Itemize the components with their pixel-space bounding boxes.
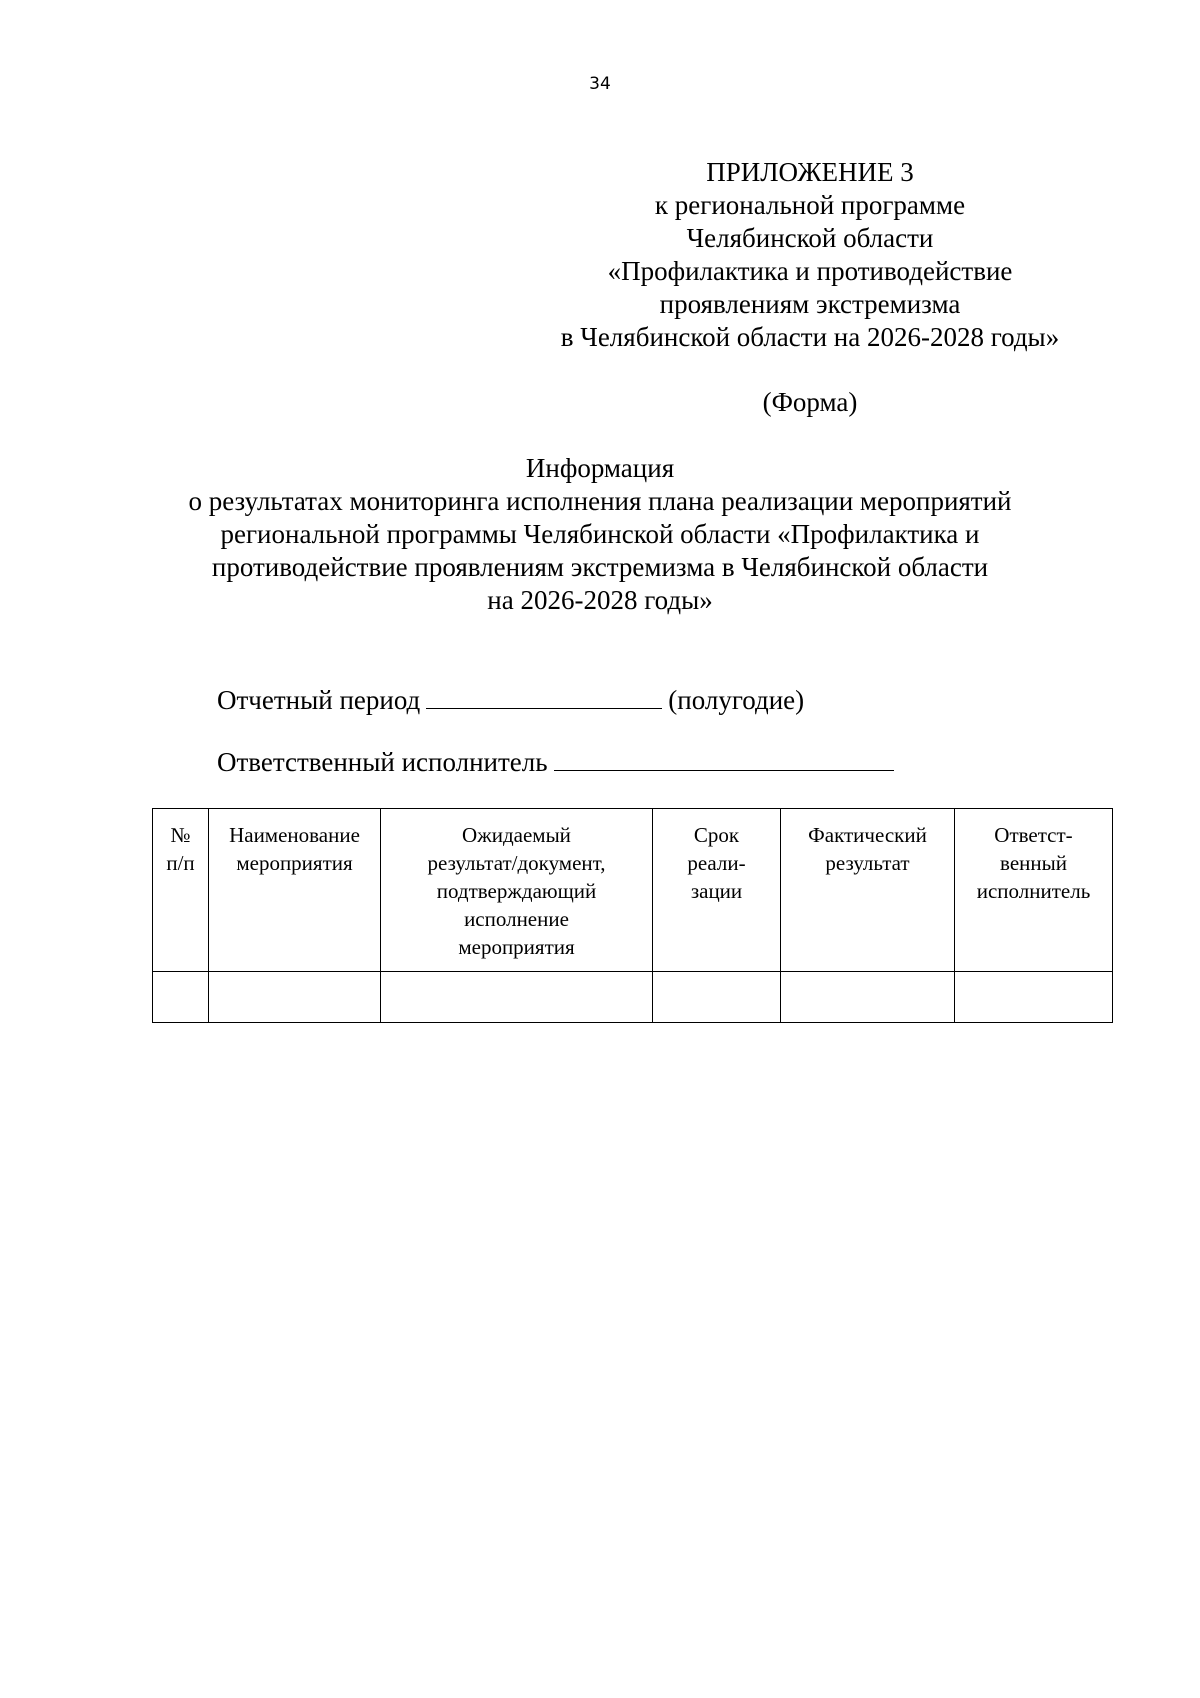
table-cell[interactable] xyxy=(381,972,653,1023)
table-cell[interactable] xyxy=(955,972,1113,1023)
title-line: противодействие проявлениям экстремизма в Челябинской области xyxy=(211,552,989,582)
form-label: (Форма) xyxy=(762,387,858,417)
title-line: о результатах мониторинга исполнения плана реализации мероприятий xyxy=(188,486,1012,516)
title-line: региональной программы Челябинской области «Профилактика и xyxy=(220,519,980,549)
table-cell[interactable] xyxy=(209,972,381,1023)
page-number: 34 xyxy=(589,74,611,94)
table-cell[interactable] xyxy=(653,972,781,1023)
table-row xyxy=(153,972,1113,1023)
header-number: № п/п xyxy=(153,809,209,972)
appendix-title: ПРИЛОЖЕНИЕ 3 xyxy=(706,157,914,187)
appendix-line: проявлениям экстремизма xyxy=(659,289,961,319)
reporting-period-suffix: (полугодие) xyxy=(668,685,805,715)
responsible-executor-blank[interactable] xyxy=(554,744,894,771)
title-line: на 2026-2028 годы» xyxy=(487,585,713,615)
document-title xyxy=(150,452,1050,617)
title-line: Информация xyxy=(525,453,675,483)
responsible-executor-label: Ответственный исполнитель xyxy=(217,747,548,777)
appendix-line: Челябинской области xyxy=(686,223,934,253)
header-responsible: Ответст- венный исполнитель xyxy=(955,809,1113,972)
responsible-executor-row xyxy=(217,744,900,779)
header-event-name: Наименование мероприятия xyxy=(209,809,381,972)
table-cell[interactable] xyxy=(781,972,955,1023)
header-deadline: Срок реали- зации xyxy=(653,809,781,972)
appendix-line: к региональной программе xyxy=(654,190,966,220)
appendix-header xyxy=(550,156,1070,354)
table-header-row xyxy=(153,809,1113,972)
header-actual-result: Фактический результат xyxy=(781,809,955,972)
reporting-period-blank[interactable] xyxy=(426,682,662,709)
header-expected-result: Ожидаемый результат/документ, подтверждающий исполнение мероприятия xyxy=(381,809,653,972)
reporting-period-label: Отчетный период xyxy=(217,685,421,715)
reporting-period-row xyxy=(217,682,804,717)
report-table xyxy=(152,808,1113,1023)
appendix-line: «Профилактика и противодействие xyxy=(607,256,1013,286)
table-cell[interactable] xyxy=(153,972,209,1023)
appendix-line: в Челябинской области на 2026-2028 годы» xyxy=(560,322,1060,352)
